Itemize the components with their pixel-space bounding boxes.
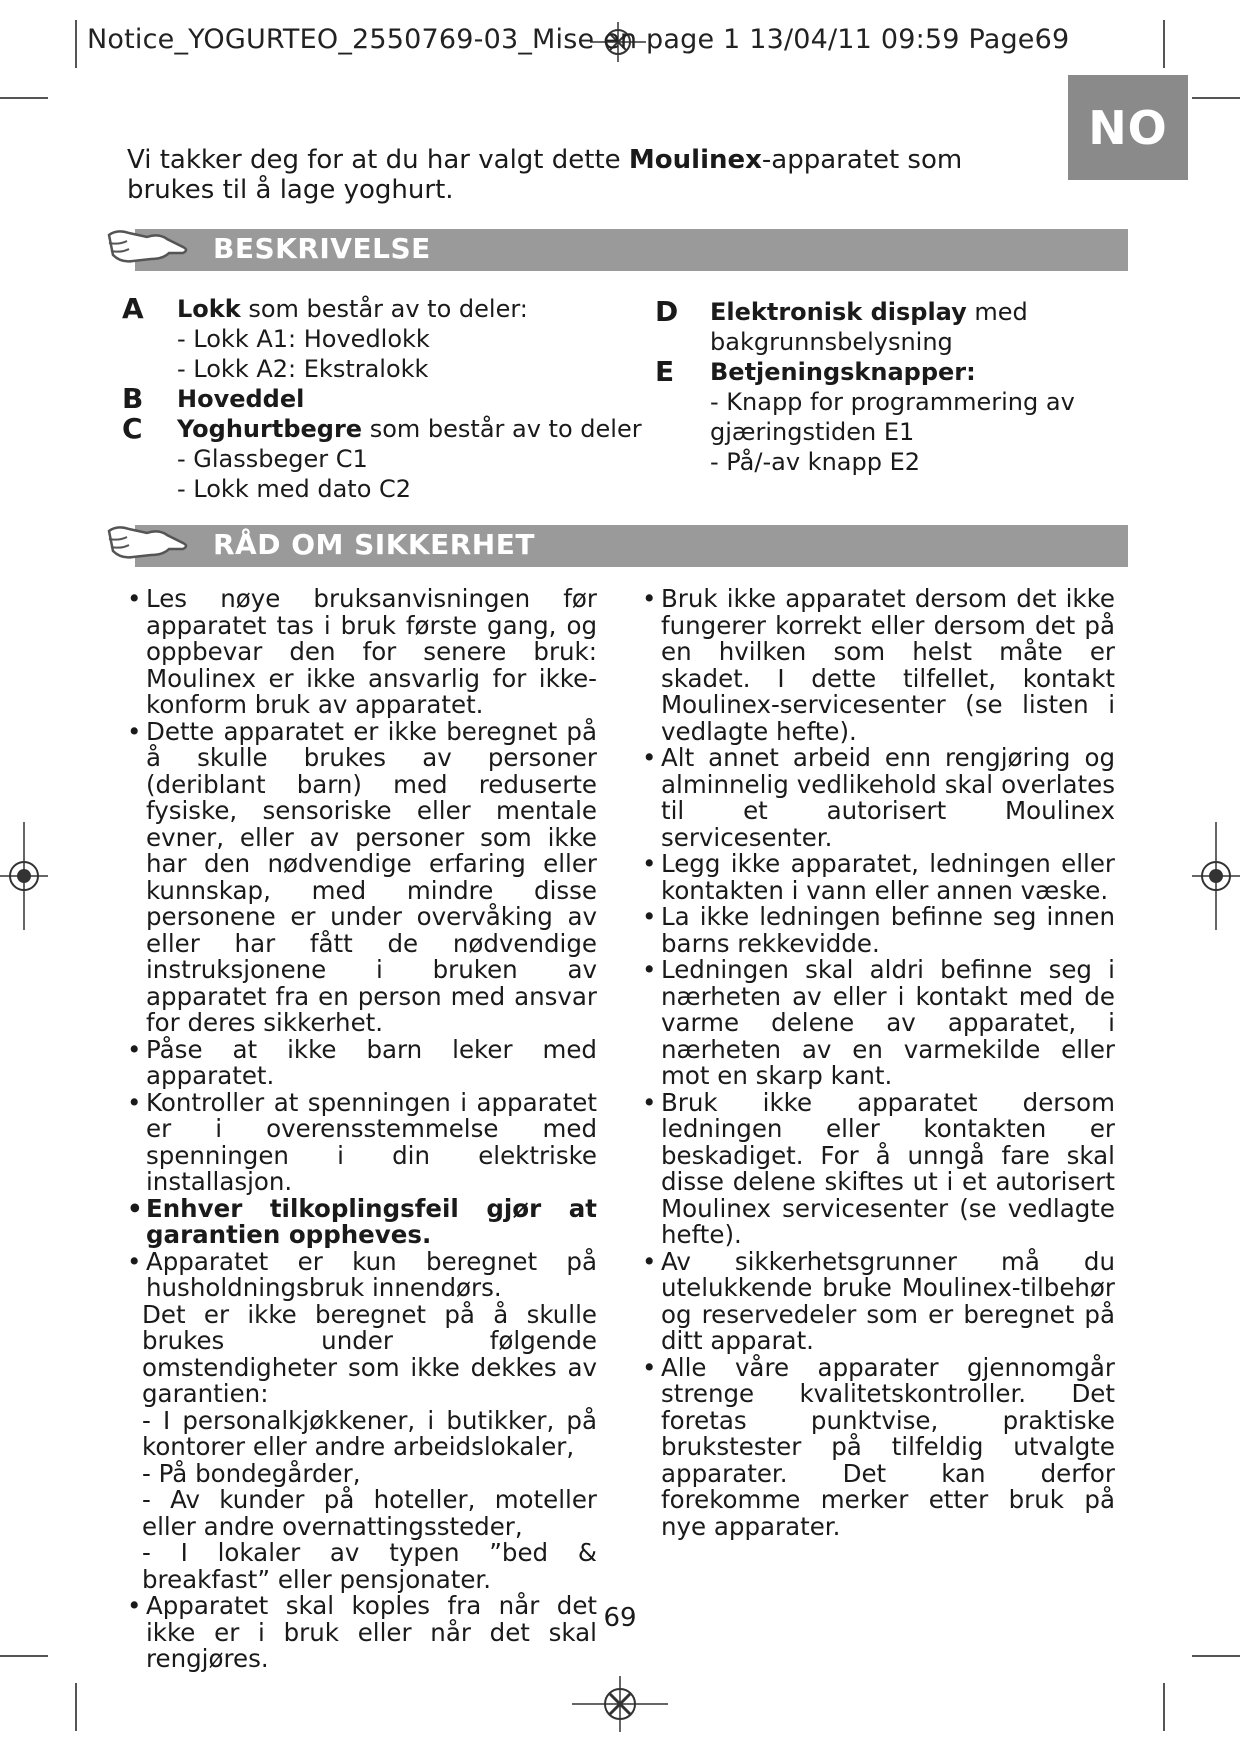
safety-paragraph: Det er ikke beregnet på å skulle brukes under følgende omstendigheter som ikke dekkes av garantien: xyxy=(142,1299,597,1408)
safety-bullet: • Les nøye bruksanvisningen før apparatet tas i bruk første gang, og oppbevar den for senere bruk: Moulinex er ikke ansvarlig for ikke-konform bruk av apparatet. xyxy=(127,586,597,719)
crop-mark xyxy=(0,97,48,99)
safety-dash-item: - På bondegårder, xyxy=(142,1458,361,1488)
item-sub: - Lokk A1: Hovedlokk xyxy=(177,325,430,353)
item-letter: A xyxy=(122,292,144,325)
safety-bullet: • Apparatet skal koples fra når det ikke er i bruk eller når det skal rengjøres. xyxy=(127,1593,597,1673)
item-name: Betjeningsknapper: xyxy=(710,358,976,386)
crop-mark xyxy=(0,1655,48,1657)
item-name: Lokk xyxy=(177,295,241,323)
brand-name: Moulinex xyxy=(628,145,762,175)
description-list-right xyxy=(655,297,1095,477)
page-number: 69 xyxy=(603,1603,637,1633)
registration-mark-icon xyxy=(1192,822,1240,930)
list-item xyxy=(122,294,652,384)
safety-dash-item: - Av kunder på hoteller, moteller eller andre overnattingssteder, xyxy=(142,1485,597,1541)
pointing-hand-icon xyxy=(107,223,193,273)
registration-mark-icon xyxy=(572,1676,668,1732)
safety-column-left xyxy=(127,586,597,1673)
safety-bullet: • Alt annet arbeid enn rengjøring og alminnelig vedlikehold skal overlates til et autorisert Moulinex servicesenter. xyxy=(642,745,1115,851)
item-letter: D xyxy=(655,295,679,328)
item-sub: - På/-av knapp E2 xyxy=(710,448,921,476)
list-item xyxy=(122,414,652,504)
crop-mark xyxy=(1192,1655,1240,1657)
item-sub: - Glassbeger C1 xyxy=(177,445,368,473)
safety-bullet: • Påse at ikke barn leker med apparatet. xyxy=(127,1037,597,1090)
list-item xyxy=(655,297,1095,357)
item-text: med bakgrunnsbelysning xyxy=(710,298,1028,356)
section-header-safety xyxy=(135,525,1128,567)
item-text: som består av to deler xyxy=(362,415,642,443)
safety-dash-item: - I personalkjøkkener, i butikker, på kontorer eller andre arbeidslokaler, xyxy=(142,1405,597,1461)
description-list-left xyxy=(122,294,652,504)
item-text: som består av to deler: xyxy=(240,295,528,323)
item-name: Elektronisk display xyxy=(710,298,967,326)
safety-bullet: • La ikke ledningen befinne seg innen barns rekkevidde. xyxy=(642,904,1115,957)
pointing-hand-icon xyxy=(107,519,193,569)
item-sub: - Lokk med dato C2 xyxy=(177,475,412,503)
crop-mark xyxy=(1163,1683,1165,1731)
safety-bullet: • Bruk ikke apparatet dersom det ikke fungerer korrekt eller dersom det på en hvilken som helst måte er skadet. I dette tilfellet, kontakt Moulinex-servicesenter (se listen i vedlagte hefte). xyxy=(642,586,1115,745)
item-letter: B xyxy=(122,382,144,415)
safety-bullet: • Alle våre apparater gjennomgår strenge kvalitetskontroller. Det foretas punktvise, praktiske brukstester på tilfeldig utvalgte apparater. Det kan derfor forekomme merker etter bruk på nye apparater. xyxy=(642,1355,1115,1541)
safety-bullet: • Apparatet er kun beregnet på husholdningsbruk innendørs. xyxy=(127,1249,597,1302)
item-name: Yoghurtbegre xyxy=(177,415,363,443)
registration-mark-icon xyxy=(0,822,48,930)
safety-bullet-warning: • Enhver tilkoplingsfeil gjør at garantien oppheves. xyxy=(127,1196,597,1249)
safety-bullet: • Legg ikke apparatet, ledningen eller kontakten i vann eller annen væske. xyxy=(642,851,1115,904)
crop-mark xyxy=(75,1683,77,1731)
safety-bullet: • Bruk ikke apparatet dersom ledningen eller kontakten er beskadiget. For å unngå fare skal disse delene skiftes ut i et autorisert Moulinex servicesenter (se vedlagte hefte). xyxy=(642,1090,1115,1249)
item-sub: - Lokk A2: Ekstralokk xyxy=(177,355,429,383)
intro-paragraph xyxy=(127,145,1007,205)
crop-mark xyxy=(75,20,77,68)
section-header-description xyxy=(135,229,1128,271)
print-slug-header: Notice_YOGURTEO_2550769-03_Mise en page 1 13/04/11 09:59 Page69 xyxy=(87,24,1070,55)
intro-text-end: -apparatet som brukes til å lage yoghurt. xyxy=(127,145,963,205)
language-tab: NO xyxy=(1068,75,1188,180)
safety-column-right xyxy=(642,586,1115,1540)
crop-mark xyxy=(1163,20,1165,68)
safety-bullet: • Ledningen skal aldri befinne seg i nærheten av eller i kontakt med de varme delene av apparatet, i nærheten av en varmekilde eller mot en skarp kant. xyxy=(642,957,1115,1090)
intro-text-start: Vi takker deg for at du har valgt dette xyxy=(127,145,629,175)
safety-bullet: • Av sikkerhetsgrunner må du utelukkende bruke Moulinex-tilbehør og reservedeler som er beregnet på ditt apparat. xyxy=(642,1249,1115,1355)
item-sub: - Knapp for programmering av gjæringstiden E1 xyxy=(710,388,1075,446)
safety-bullet: • Kontroller at spenningen i apparatet er i overensstemmelse med spenningen i din elektriske installasjon. xyxy=(127,1090,597,1196)
list-item xyxy=(655,357,1095,477)
safety-dash-item: - I lokaler av typen ”bed & breakfast” eller pensjonater. xyxy=(142,1538,597,1594)
crop-mark xyxy=(1192,97,1240,99)
item-letter: C xyxy=(122,412,143,445)
list-item xyxy=(122,384,652,414)
item-letter: E xyxy=(655,355,675,388)
section-title: BESKRIVELSE xyxy=(213,232,431,265)
section-title: RÅD OM SIKKERHET xyxy=(213,528,535,561)
item-name: Hoveddel xyxy=(177,385,305,413)
safety-bullet: • Dette apparatet er ikke beregnet på å skulle brukes av personer (deriblant barn) med reduserte fysiske, sensoriske eller mentale evner, eller av personer som ikke har den nødvendige erfaring eller kunnskap, med mindre disse personene er under overvåking av eller har fått de nødvendige instruksjonene i bruken av apparatet fra en person med ansvar for deres sikkerhet. xyxy=(127,719,597,1037)
